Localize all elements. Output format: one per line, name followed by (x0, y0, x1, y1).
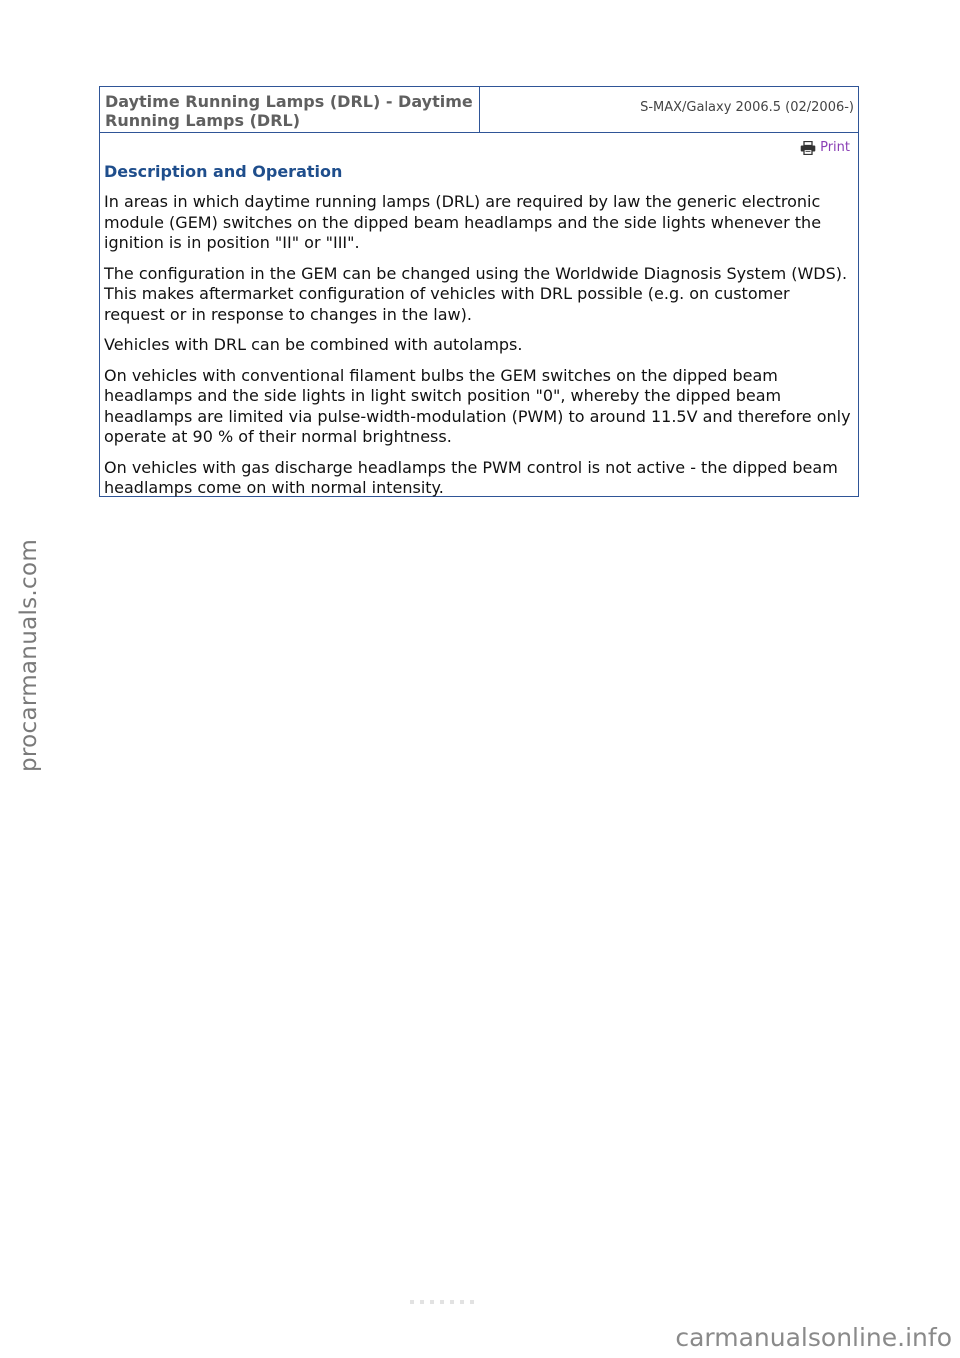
section-heading: Description and Operation (104, 162, 343, 181)
document-header (100, 87, 858, 133)
print-button[interactable] (800, 140, 850, 155)
side-watermark: procarmanuals.com (16, 538, 42, 772)
page-title: Daytime Running Lamps (DRL) - Daytime Running Lamps (DRL) (105, 92, 473, 130)
header-divider (479, 87, 480, 132)
printer-icon (800, 141, 816, 155)
paragraph-gas-discharge: On vehicles with gas discharge headlamps the PWM control is not active - the dipped beam headlamps come on with normal intensity. (104, 457, 838, 497)
paragraph-autolamps: Vehicles with DRL can be combined with autolamps. (104, 335, 523, 354)
document-frame (99, 86, 859, 497)
document-body (104, 161, 854, 509)
paragraph-gem-configuration: The configuration in the GEM can be changed using the Worldwide Diagnosis System (WDS). This makes aftermarket configuration of vehicles with DRL possible (e.g. on customer request or in response to changes in the law). (104, 263, 848, 324)
bottom-watermark: carmanualsonline.info (675, 1323, 952, 1352)
vehicle-model-label: S-MAX/Galaxy 2006.5 (02/2006-) (640, 100, 854, 115)
paragraph-filament-bulbs: On vehicles with conventional filament bulbs the GEM switches on the dipped beam headlamps and the side lights in light switch position "0", whereby the dipped beam headlamps are limited via pulse-width-modulation (PWM) to around 11.5V and therefore only operate at 90 % of their normal brightness. (104, 365, 851, 446)
print-label[interactable]: Print (820, 140, 850, 155)
paragraph-drl-requirement: In areas in which daytime running lamps (DRL) are required by law the generic electronic module (GEM) switches on the dipped beam headlamps and the side lights whenever the ignition is in position "II" or "III". (104, 192, 822, 252)
faint-footer-mark (410, 1300, 480, 1304)
